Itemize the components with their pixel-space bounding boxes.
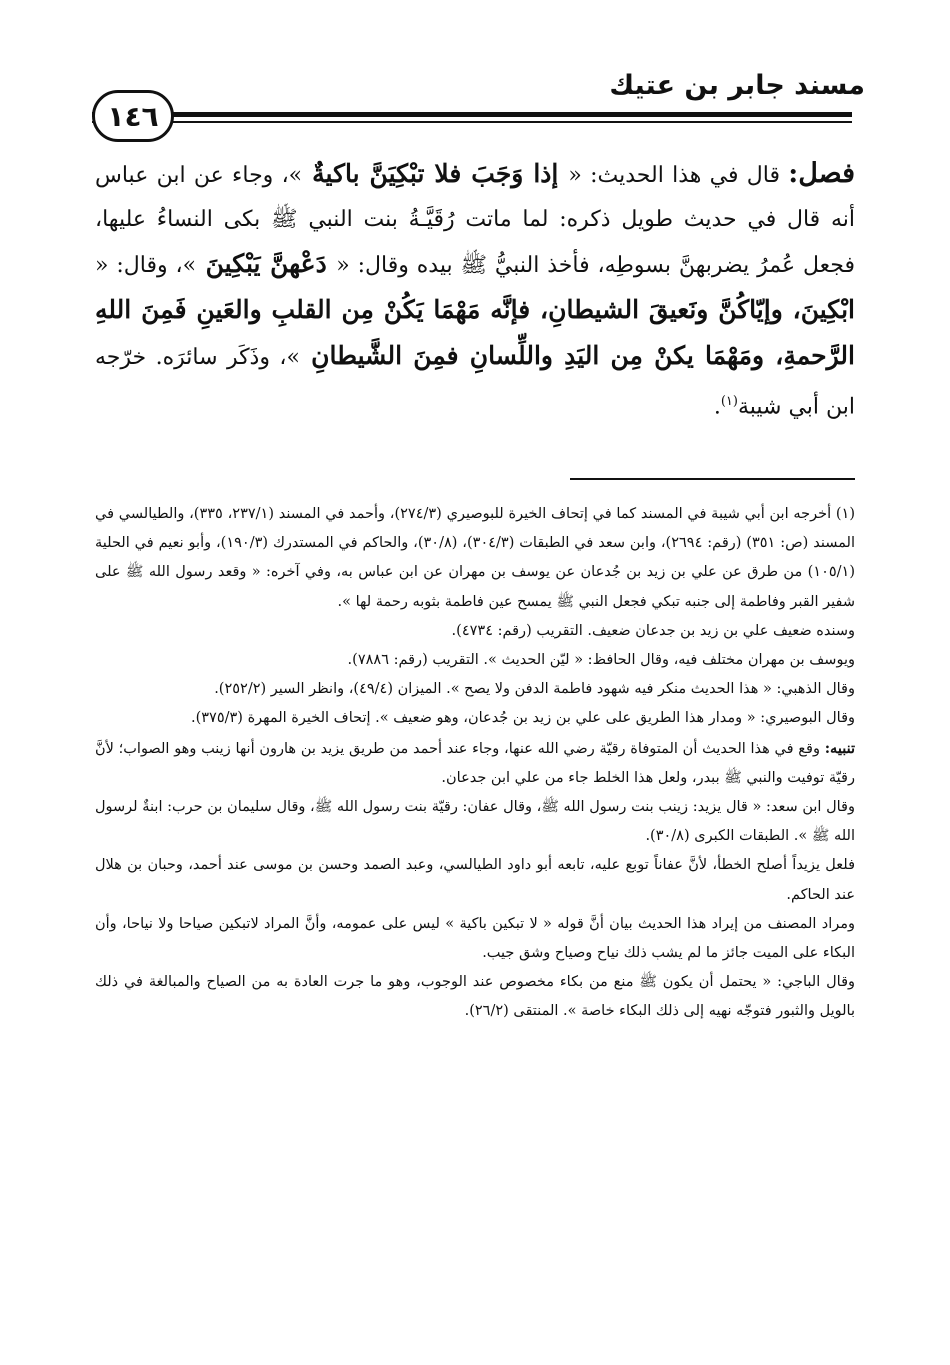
tanbih-label: تنبيه: <box>824 739 855 757</box>
text-segment: قال في هذا الحديث: « <box>568 163 789 188</box>
footnote-paragraph: ويوسف بن مهران مختلف فيه، وقال الحافظ: « ليّن الحديث ». التقريب (رقم: ٧٨٨٦). <box>347 652 855 669</box>
footnote-paragraph: وقال ابن سعد: « قال يزيد: زينب بنت رسول الله ﷺ، وقال عفان: رقيّة بنت رسول الله ﷺ، وقال سليمان بن حرب: ابنةٌ لرسول الله ﷺ ». الطبقات الكبرى (٣٠/٨). <box>95 799 855 845</box>
footnote-paragraph <box>95 734 855 793</box>
footnote-paragraph: وقال الذهبي: « هذا الحديث منكر فيه شهود فاطمة الدفن ولا يصح ». الميزان (٤٩/٤)، وانظر السير (٢٥٢/٢). <box>214 681 855 698</box>
footnote-paragraph: وقال البوصيري: « ومدار هذا الطريق على علي بن زيد بن جُدعان، وهو ضعيف ». إتحاف الخيرة المهرة (٣٧٥/٣). <box>190 710 855 727</box>
text-segment: »، وذَكَر سائرَه. خرّجه ابن أبي شيبة <box>95 345 855 420</box>
footnote-paragraph: (١) أخرجه ابن أبي شيبة في المسند كما في إتحاف الخيرة للبوصيري (٢٧٤/٣)، وأحمد في المسند (٢٣٧/١، ٣٣٥)، والطيالسي في المسند (ص: ٣٥١) (رقم: ٢٦٩٤)، وابن سعد في الطبقات (٣٠٤/٣)، (٣٠/٨)، والحاكم في المستدرك (١٩٠/٣)، وأبو نعيم في الحلية (١٠٥/١) من طرق عن علي بن زيد بن جُدعان عن يوسف بن مهران عن ابن عباس به، وفي آخره: « وقعد رسول الله ﷺ على شفير القبر وفاطمة إلى جنبه تبكي فجعل النبي ﷺ يمسح عين فاطمة بثوبه رحمة لها ». <box>95 506 855 610</box>
main-text-block <box>95 152 855 429</box>
section-lead-label: فصل: <box>788 158 855 189</box>
header-rule-thick <box>92 112 852 117</box>
hadith-quote: ابْكِينَ، وإيّاكُنَّ ونَعيقَ الشيطانِ، فإنَّه مَهْمَا يَكُنْ مِن القلبِ والعَينِ فَمِنَ اللهِ الرَّحمةِ، ومَهْمَا يكنْ مِن اليَدِ واللِّسانِ فمِنَ الشَّيطانِ <box>95 295 855 370</box>
hadith-quote: إذا وَجَبَ فلا تبْكِيَنَّ باكيةٌ <box>302 159 569 188</box>
text-segment: »، وقال: « <box>95 253 197 278</box>
text-segment: »، وجاء عن ابن عباس أنه قال في حديث طويل ذكره: لما ماتت رُقَيَّـةُ بنت النبي ﷺ بكى النساءُ عليها، فجعل عُمرُ يضربهنَّ بسوطِه، فأخذ النبيُّ ﷺ بيده وقال: « <box>95 163 855 278</box>
running-header-title: مسند جابر بن عتيك <box>609 70 865 101</box>
footnote-text: وقع في هذا الحديث أن المتوفاة رقيّة رضي الله عنها، وجاء عند أحمد من طريق يزيد بن هارون أنها زينب وهو الصواب؛ لأنَّ رقيّة توفيت والنبي ﷺ ببدر، ولعل هذا الخلط جاء من علي ابن جدعان. <box>95 740 855 786</box>
hadith-quote: دَعْهنَّ يَبْكِينَ <box>196 249 337 278</box>
footnote-divider <box>570 478 855 480</box>
footnote-paragraph: ومراد المصنف من إيراد هذا الحديث بيان أنَّ قوله « لا تبكين باكية » ليس على عمومه، وأنَّ المراد لاتبكين صياحا ولا نياحا، وأن البكاء على الميت جائز ما لم يشب ذلك نياح وصياح وشق جيب. <box>95 915 855 962</box>
header-rule-thin <box>92 121 852 123</box>
text-segment: . <box>713 394 721 420</box>
footnotes-block <box>95 500 855 1027</box>
footnote-paragraph: وسنده ضعيف علي بن زيد بن جدعان ضعيف. التقريب (رقم: ٤٧٣٤). <box>451 622 855 639</box>
footnote-paragraph: وقال الباجي: « يحتمل أن يكون ﷺ منع من بكاء مخصوص عند الوجوب، وهو ما جرت العادة به من الصياح والمبالغة في ذلك بالويل والثبور فتوجّه نهيه إلى ذلك البكاء خاصة ». المنتقى (٢٦/٢). <box>95 974 855 1020</box>
footnote-reference: (١) <box>720 394 738 409</box>
footnote-paragraph: فلعل يزيداً أصلح الخطأ، لأنَّ عفاناً توبع عليه، تابعه أبو داود الطيالسي، وعبد الصمد وحسن بن موسى عند أحمد، وحبان بن هلال عند الحاكم. <box>95 857 855 903</box>
page-number-badge: ١٤٦ <box>92 90 174 142</box>
main-paragraph <box>95 152 855 429</box>
